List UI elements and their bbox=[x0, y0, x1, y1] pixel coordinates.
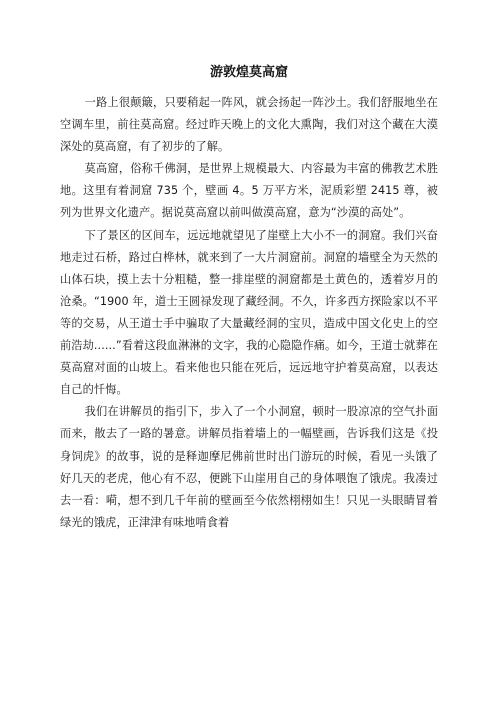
paragraph-4: 我们在讲解员的指引下，步入了一个小洞窟，顿时一股凉凉的空气扑面而来，散去了一路的暑意。讲解员指着墙上的一幅壁画，告诉我们这是《投身饲虎》的故事，说的是释迦摩尼佛前世时出门游玩的时候，看见一头饿了好几天的老虎，他心有不忍，便跳下山崖用自己的身体喂饱了饿虎。我凑过去一看：嗬，想不到几千年前的壁画至今依然栩栩如生！只见一头眼睛冒着绿光的饿虎，正津津有味地啃食着 bbox=[60, 405, 438, 529]
paragraph-3: 下了景区的区间车，远远地就望见了崖壁上大小不一的洞窟。我们兴奋地走过石桥，路过白桦林，就来到了一大片洞窟前。洞窟的墙壁全为天然的山体石块，摸上去十分粗糙，整一排崖壁的洞窟都是土黄色的，透着岁月的沧桑。“1900 年，道士王圆禄发现了藏经洞。不久，许多西方探险家以不平等的交易，从王道士手中骗取了大量藏经洞的宝贝，造成中国文化史上的空前浩劫......”看着这段血淋淋的文字，我的心隐隐作痛。如今，王道士就葬在莫高窟对面的山坡上。看来他也只能在死后，远远地守护着莫高窟，以表达自己的忏悔。 bbox=[60, 228, 438, 397]
paragraph-1: 一路上很颠簸，只要稍起一阵风，就会扬起一阵沙土。我们舒服地坐在空调车里，前往莫高窟。经过昨天晚上的文化大熏陶，我们对这个藏在大漠深处的莫高窟，有了初步的了解。 bbox=[60, 96, 438, 154]
paragraph-2: 莫高窟，俗称千佛洞，是世界上规模最大、内容最为丰富的佛教艺术胜地。这里有着洞窟 735 个，壁画 4。5 万平方米，泥质彩塑 2415 尊，被列为世界文化遗产。据说莫高窟以前叫做漠高窟，意为“沙漠的高处”。 bbox=[60, 162, 438, 220]
document-title: 游敦煌莫高窟 bbox=[209, 65, 288, 80]
